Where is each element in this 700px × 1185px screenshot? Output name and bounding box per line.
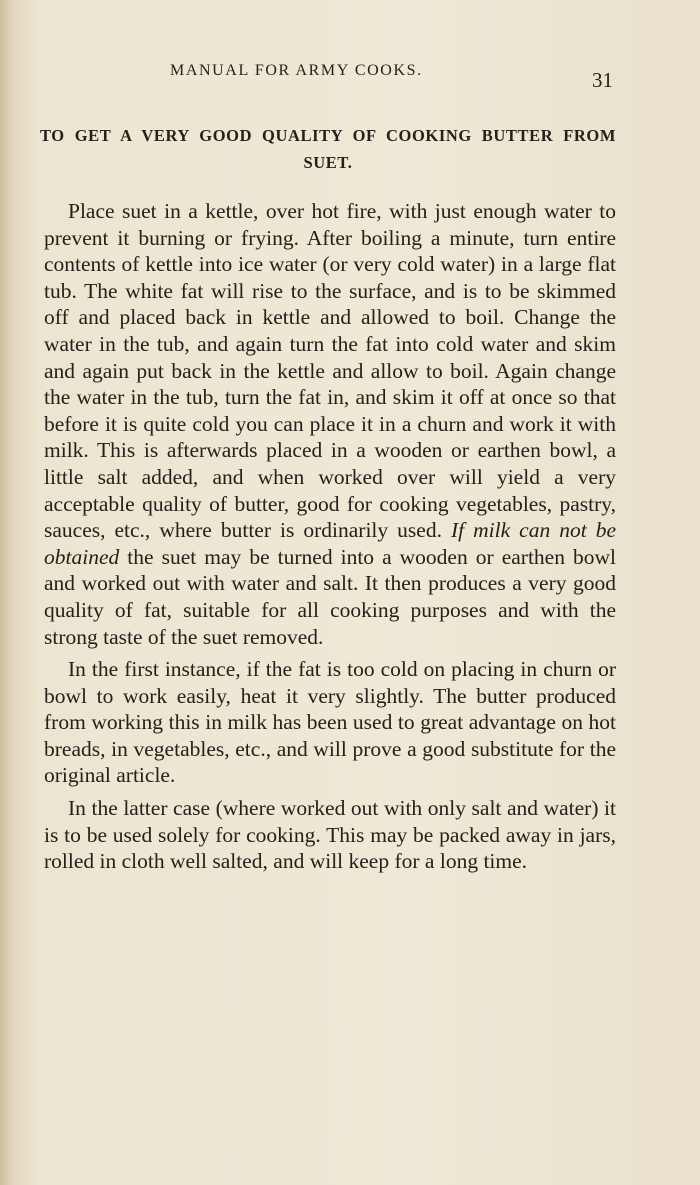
page-number: 31 (592, 68, 613, 92)
italic-phrase: If milk can not be obtained (44, 518, 616, 569)
section-title: TO GET A VERY GOOD QUALITY OF COOKING BUTTER FROM SUET. (40, 126, 616, 172)
paragraph-2: In the first instance, if the fat is too cold on placing in churn or bowl to work easily, heat it very slightly. The butter produced from working this in milk has been used to great advantage on hot breads, in vegetables, etc., and will prove a good substitute for the original article. (44, 657, 616, 788)
paragraph-3: In the latter case (where worked out with only salt and water) it is to be used solely for cooking. This may be packed away in jars, rolled in cloth well salted, and will keep for a long time. (44, 796, 616, 874)
paragraph-1-part-a: Place suet in a kettle, over hot fire, with just enough water to prevent it burning or frying. After boiling a minute, turn entire contents of kettle into ice water (or very cold water) in a large flat tub. The white fat will rise to the surface, and is to be skimmed off and placed back in kettle and allowed to boil. Change the water in the tub, and again turn the fat into cold water and skim and again put back in the kettle and allow to boil. Again change the water in the tub, turn the fat in, and skim it off at once so that before it is quite cold you can place it in a churn and work it with milk. This is afterwards placed in a wooden or earthen bowl, a little salt added, and when worked over will yield a very acceptable quality of butter, good for cooking vegetables, pastry, sauces, etc., where butter is ordinarily used. (44, 199, 616, 543)
running-header: MANUAL FOR ARMY COOKS. (170, 62, 423, 79)
paragraph-1 (44, 198, 616, 650)
body-text (44, 198, 616, 881)
paragraph-1-part-b: the suet may be turned into a wooden or earthen bowl and worked out with water and salt. It then produces a very good quality of fat, suitable for all cooking purposes and with the strong taste of the suet removed. (44, 544, 617, 649)
